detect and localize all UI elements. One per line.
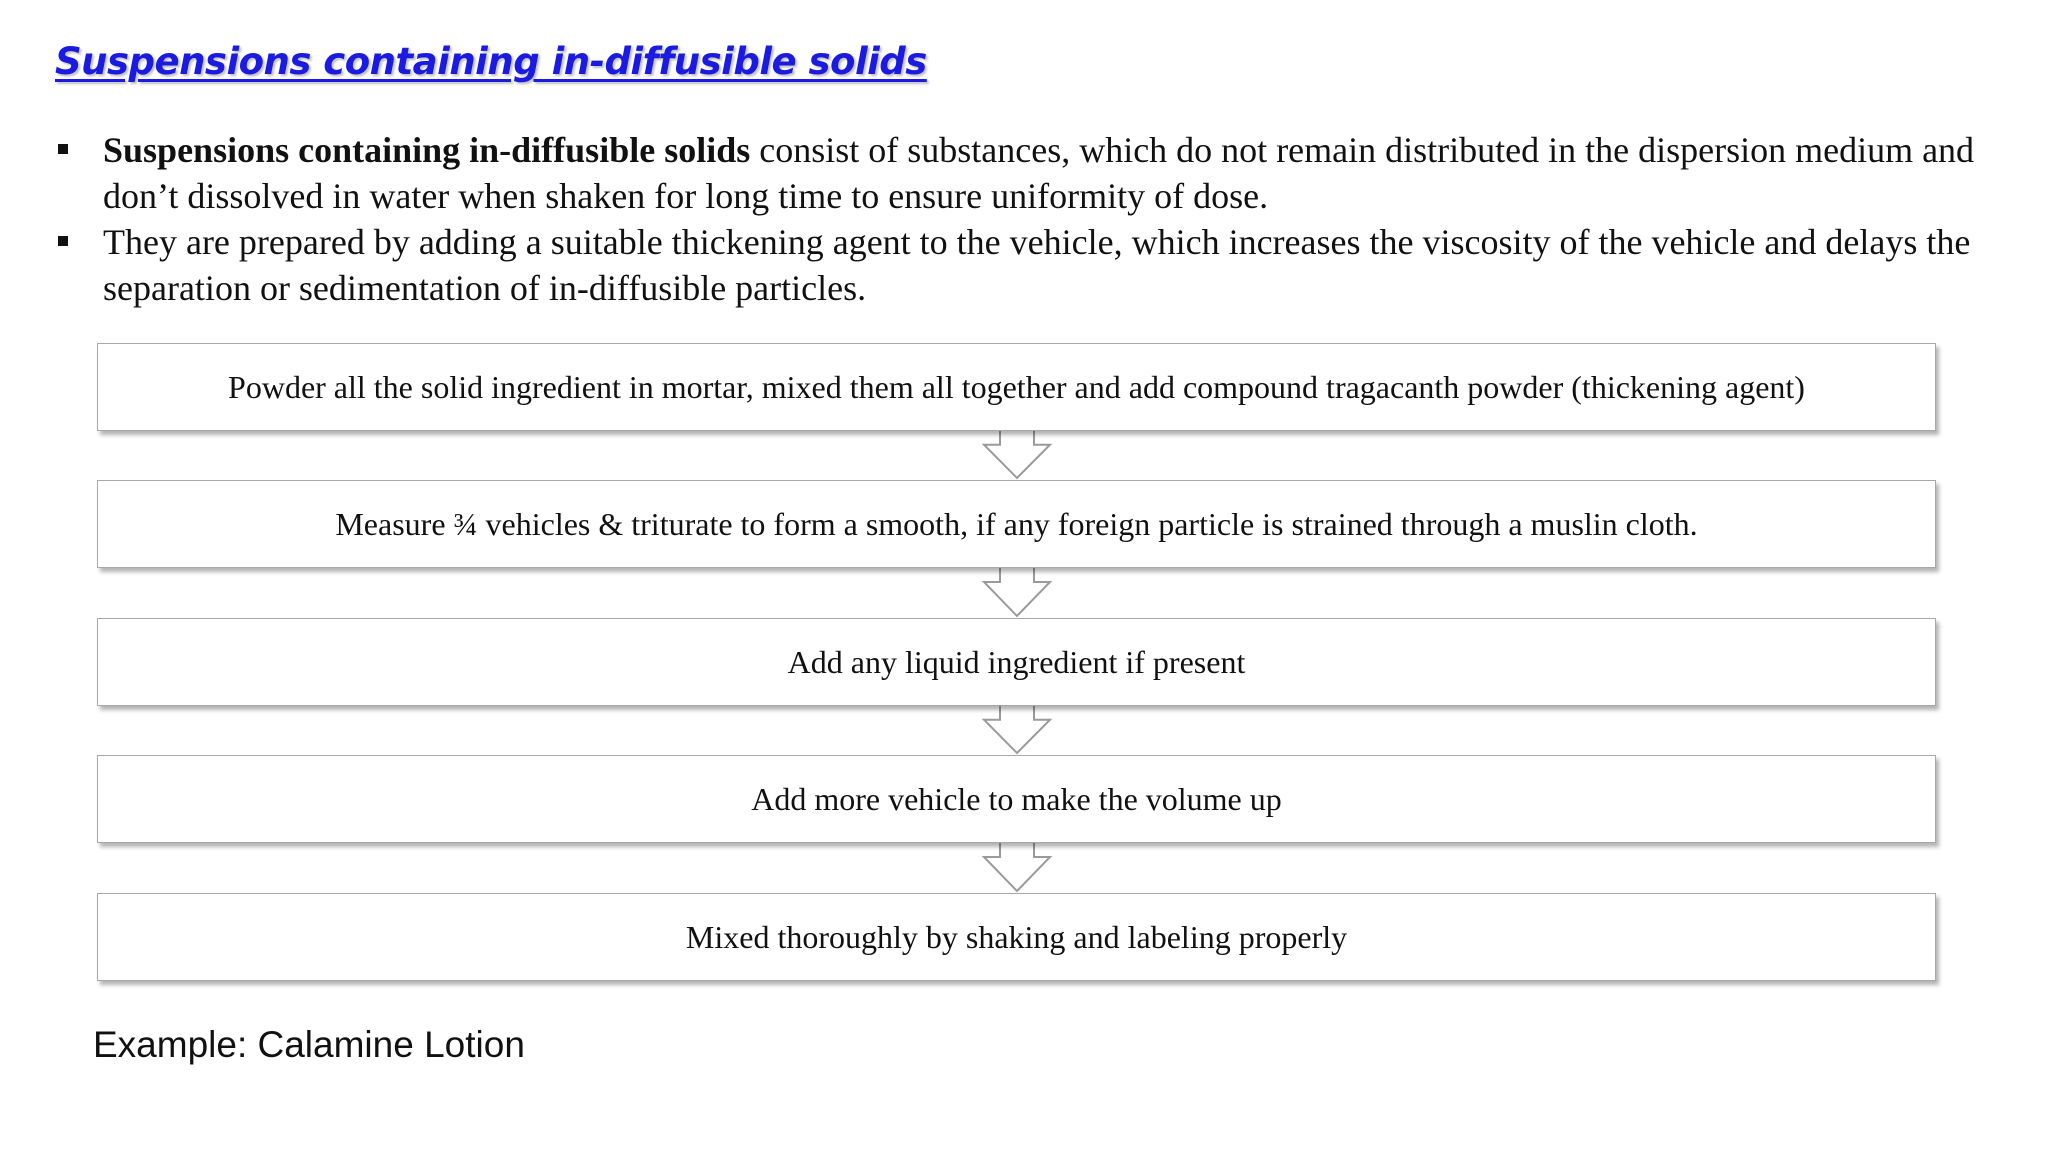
bullet-list — [55, 127, 1975, 311]
square-bullet-icon — [58, 236, 68, 246]
flow-step-text: Add more vehicle to make the volume up — [751, 780, 1282, 817]
bullet-text: consist of substances, which do not remain distributed in the dispersion medium and don’t dissolved in water when shaken for long time to ensure uniformity of dose. — [103, 130, 1975, 216]
bullet-item — [55, 127, 1975, 219]
flow-step-2 — [97, 480, 1936, 568]
bullet-bold-lead: Suspensions containing in-diffusible solids — [103, 130, 751, 170]
square-bullet-icon — [58, 144, 68, 154]
flow-step-text: Measure ¾ vehicles & triturate to form a smooth, if any foreign particle is strained through a muslin cloth. — [335, 505, 1698, 542]
flow-step-3 — [97, 618, 1936, 706]
down-arrow-icon — [984, 566, 1050, 616]
flow-step-1 — [97, 343, 1936, 431]
flow-step-text: Add any liquid ingredient if present — [787, 643, 1246, 680]
slide-title: Suspensions containing in-diffusible solids — [55, 40, 927, 83]
flow-step-text: Mixed thoroughly by shaking and labeling properly — [685, 918, 1348, 955]
flow-step-text: Powder all the solid ingredient in mortar, mixed them all together and add compound tragacanth powder (thickening agent) — [228, 368, 1805, 405]
bullet-item — [55, 219, 1975, 311]
flow-step-5 — [97, 893, 1936, 981]
example-caption: Example: Calamine Lotion — [93, 1024, 525, 1065]
down-arrow-icon — [984, 841, 1050, 891]
down-arrow-icon — [984, 429, 1050, 478]
flow-step-4 — [97, 755, 1936, 843]
down-arrow-icon — [984, 704, 1050, 753]
bullet-text: They are prepared by adding a suitable thickening agent to the vehicle, which increases the viscosity of the vehicle and delays the separation or sedimentation of in-diffusible particles. — [103, 222, 1971, 308]
